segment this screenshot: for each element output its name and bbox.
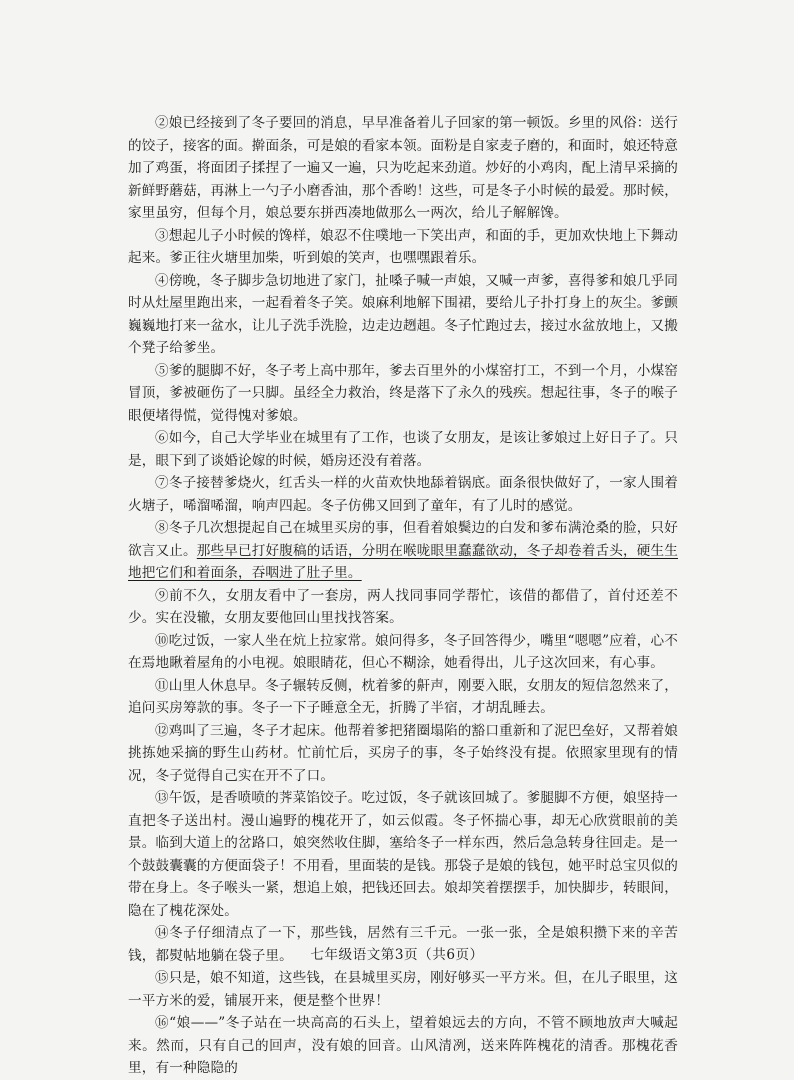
paragraph-8: ⑧冬子几次想提起自己在城里买房的事，但看着娘鬓边的白发和爹布满沧桑的脸，只好欲言又止。那些早已打好腹稿的话语，分明在喉咙眼里蠢蠢欲动，冬子却卷着舌头，硬生生地把它们和着面条，吞咽进了肚子里。 — [128, 520, 679, 581]
paragraph-7: ⑦冬子接替爹烧火，红舌头一样的火苗欢快地舔着锅底。面条很快做好了，一家人围着火塘子，唏溜唏溜，响声四起。冬子仿佛又回到了童年，有了儿时的感觉。 — [128, 475, 678, 514]
paragraph-5: ⑤爹的腿脚不好，冬子考上高中那年，爹去百里外的小煤窑打工，不到一个月，小煤窑冒顶，爹被砸伤了一只脚。虽经全力救治，终是落下了永久的残疾。想起往事，冬子的喉子眼便堵得慌，觉得愧对爹娘。 — [128, 362, 678, 424]
article-body — [128, 112, 678, 1080]
underlined-sentence: 那些早已打好腹稿的话语，分明在喉咙眼里蠢蠢欲动，冬子却卷着舌头，硬生生地把它们和着面条，吞咽进了肚子里。 — [128, 542, 679, 581]
paragraph-13: ⑬午饭，是香喷喷的荠菜馅饺子。吃过饭，冬子就该回城了。爹腿脚不方便，娘坚持一直把冬子送出村。漫山遍野的槐花开了，如云似霞。冬子怀揣心事，却无心欣赏眼前的美景。临到大道上的岔路口，娘突然收住脚，塞给冬子一样东西，然后急急转身往回走。是一个鼓鼓囊囊的方便面袋子！不用看，里面装的是钱。那袋子是娘的钱包，她平时总宝贝似的带在身上。冬子喉头一紧，想追上娘，把钱还回去。娘却笑着摆摆手，加快脚步，转眼间，隐在了槐花深处。 — [128, 790, 678, 919]
paragraph-6: ⑥如今，自己大学毕业在城里有了工作，也谈了女朋友，是该让爹娘过上好日子了。只是，眼下到了谈婚论嫁的时候，婚房还没有着落。 — [128, 430, 678, 469]
paragraph-10: ⑩吃过饭，一家人坐在炕上拉家常。娘问得多，冬子回答得少，嘴里“嗯嗯”应着，心不在焉地瞅着屋角的小电视。娘眼睛花，但心不糊涂，她看得出，儿子这次回来，有心事。 — [128, 632, 678, 671]
page-footer: 七年级语文第3页（共6页） — [310, 947, 484, 963]
paragraph-16: ⑯“娘——”冬子站在一块高高的石头上，望着娘远去的方向，不管不顾地放声大喊起来。然而，只有自己的回声，没有娘的回音。山风清冽，送来阵阵槐花的清香。那槐花香里，有一种隐隐的 — [128, 1015, 678, 1076]
paragraph-11: ⑪山里人休息早。冬子辗转反侧，枕着爹的鼾声，刚要入眠，女朋友的短信忽然来了，追问买房筹款的事。冬子一下子睡意全无，折腾了半宿，才胡乱睡去。 — [128, 677, 678, 716]
paragraph-2: ②娘已经接到了冬子要回的消息，早早准备着儿子回家的第一顿饭。乡里的风俗：送行的饺子，接客的面。擀面条，可是娘的看家本领。面粉是自家麦子磨的，和面时，娘还特意加了鸡蛋，将面团子揉捏了一遍又一遍，只为吃起来劲道。炒好的小鸡肉，配上清早采摘的新鲜野蘑菇，再淋上一勺子小磨香油，那个香哟！这些，可是冬子小时候的最爱。那时候，家里虽穷，但每个月，娘总要东拼西凑地做那么一两次，给儿子解解馋。 — [128, 115, 678, 221]
paragraph-15: ⑮只是，娘不知道，这些钱，在县城里买房，刚好够买一平方米。但，在儿子眼里，这一平方米的爱，铺展开来，便是整个世界！ — [128, 970, 678, 1009]
paragraph-3: ③想起儿子小时候的馋样，娘忍不住噗地一下笑出声，和面的手，更加欢快地上下舞动起来。爹正往火塘里加柴，听到娘的笑声，也嘿嘿跟着乐。 — [128, 227, 678, 266]
paragraph-9: ⑨前不久，女朋友看中了一套房，两人找同事同学帮忙，该借的都借了，首付还差不少。实在没辙，女朋友要他回山里找找答案。 — [128, 587, 678, 626]
paragraph-14: ⑭冬子仔细清点了一下，那些钱，居然有三千元。一张一张，全是娘积攒下来的辛苦钱，都熨帖地躺在袋子里。 — [128, 925, 678, 964]
paragraph-12: ⑫鸡叫了三遍，冬子才起床。他帮着爹把猪圈塌陷的豁口重新和了泥巴垒好，又帮着娘挑拣她采摘的野生山药材。忙前忙后，买房子的事，冬子始终没有提。依照家里现有的情况，冬子觉得自己实在开不了口。 — [128, 722, 678, 784]
paragraph-4: ④傍晚，冬子脚步急切地进了家门，扯嗓子喊一声娘，又喊一声爹，喜得爹和娘几乎同时从灶屋里跑出来，一起看着冬子笑。娘麻利地解下围裙，要给儿子扑打身上的灰尘。爹颤巍巍地打来一盆水，让儿子洗手洗脸，边走边趔趄。冬子忙跑过去，接过水盆放地上，又搬个凳子给爹坐。 — [128, 272, 678, 356]
